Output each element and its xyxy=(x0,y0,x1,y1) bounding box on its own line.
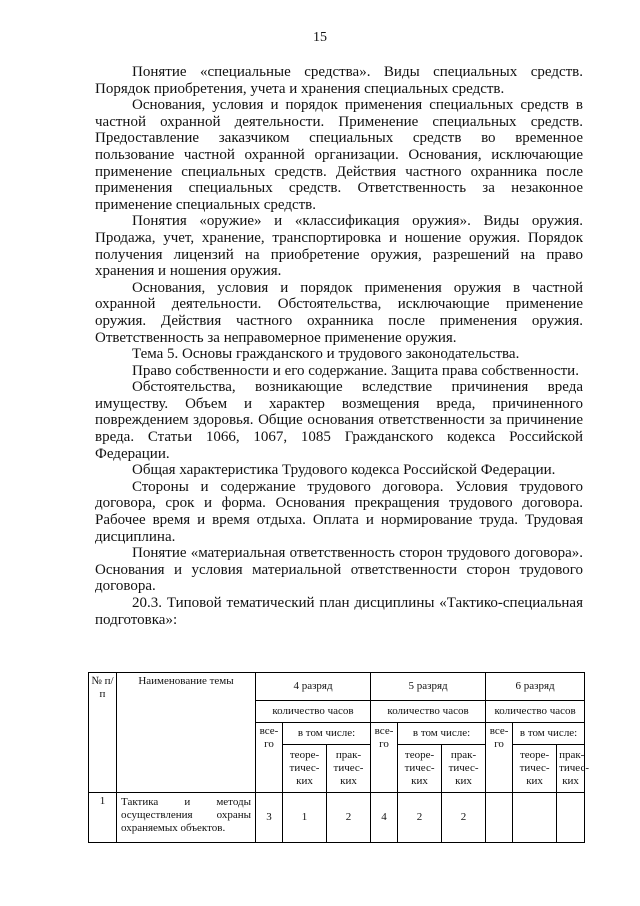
row-g6-practice xyxy=(557,793,585,843)
header-grade-6: 6 разряд xyxy=(486,673,585,701)
row-g6-total xyxy=(486,793,513,843)
row-num: 1 xyxy=(89,793,117,843)
header-theory-6: теоре-тичес-ких xyxy=(513,745,557,793)
row-g5-practice: 2 xyxy=(442,793,486,843)
header-grade-5: 5 разряд xyxy=(371,673,486,701)
paragraph-labor-code: Общая характеристика Трудового кодекса Российской Федерации. xyxy=(132,462,556,479)
header-grade-4: 4 разряд xyxy=(256,673,371,701)
header-total-4: все-го xyxy=(256,723,283,793)
header-including-4: в том числе: xyxy=(283,723,371,745)
header-practice-6: прак-тичес-ких xyxy=(557,745,585,793)
header-hours-5: количество часов xyxy=(371,701,486,723)
paragraph-special-means-grounds: Основания, условия и порядок применения специальных средств в частной охранной деятельности. Применение специальных средств. Предоставление заказчиком специальных средств во временное пользование частной охранной организации. Основания, исключающие применение специальных средств. Действия частного охранника после применения специальных средств. Ответственность за незаконное применение специальных средств. xyxy=(95,97,583,213)
paragraph-harm-circumstances: Обстоятельства, возникающие вследствие причинения вреда имуществу. Объем и характер возмещения вреда, причиненного повреждением здоровья. Общие основания ответственности за причинение вреда. Статьи 1066, 1067, 1085 Гражданского кодекса Российской Федерации. xyxy=(95,379,583,462)
page-number: 15 xyxy=(313,30,327,45)
header-hours-4: количество часов xyxy=(256,701,371,723)
paragraph-topic-5-title: Тема 5. Основы гражданского и трудового законодательства. xyxy=(132,346,520,363)
header-topic-name: Наименование темы xyxy=(117,673,256,793)
header-num: № п/п xyxy=(89,673,117,793)
row-g5-total: 4 xyxy=(371,793,398,843)
header-hours-6: количество часов xyxy=(486,701,585,723)
row-g4-total: 3 xyxy=(256,793,283,843)
row-g4-theory: 1 xyxy=(283,793,327,843)
row-topic-name: Тактика и методы осуществления охраны охраняемых объектов. xyxy=(117,793,256,843)
table-row xyxy=(89,793,585,843)
paragraph-special-means-concept: Понятие «специальные средства». Виды специальных средств. Порядок приобретения, учета и хранения специальных средств. xyxy=(95,64,583,97)
paragraph-plan-heading: 20.3. Типовой тематический план дисциплины «Тактико-специальная подготовка»: xyxy=(95,595,583,628)
header-total-5: все-го xyxy=(371,723,398,793)
paragraph-weapon-concept: Понятия «оружие» и «классификация оружия». Виды оружия. Продажа, учет, хранение, транспортировка и ношение оружия. Порядок получения лицензий на приобретение оружия, разрешений на право хранения и ношения оружия. xyxy=(95,213,583,280)
header-including-6: в том числе: xyxy=(513,723,585,745)
row-g5-theory: 2 xyxy=(398,793,442,843)
paragraph-property-right: Право собственности и его содержание. Защита права собственности. xyxy=(132,362,579,379)
header-theory-5: теоре-тичес-ких xyxy=(398,745,442,793)
paragraph-weapon-grounds: Основания, условия и порядок применения оружия в частной охранной деятельности. Обстоятельства, исключающие применение оружия. Действия частного охранника после применения оружия. Ответственность за неправомерное применение оружия. xyxy=(95,279,583,346)
paragraph-material-liability: Понятие «материальная ответственность сторон трудового договора». Основания и условия материальной ответственности сторон трудового договора. xyxy=(95,545,583,595)
document-body xyxy=(95,64,583,628)
row-g4-practice: 2 xyxy=(327,793,371,843)
row-g6-theory xyxy=(513,793,557,843)
thematic-plan-table xyxy=(88,672,589,843)
header-practice-4: прак-тичес-ких xyxy=(327,745,371,793)
header-practice-5: прак-тичес-ких xyxy=(442,745,486,793)
header-including-5: в том числе: xyxy=(398,723,486,745)
header-total-6: все-го xyxy=(486,723,513,793)
paragraph-labor-contract: Стороны и содержание трудового договора. Условия трудового договора, срок и форма. Основания прекращения трудового договора. Рабочее время и время отдыха. Оплата и нормирование труда. Трудовая дисциплина. xyxy=(95,478,583,545)
header-theory-4: теоре-тичес-ких xyxy=(283,745,327,793)
